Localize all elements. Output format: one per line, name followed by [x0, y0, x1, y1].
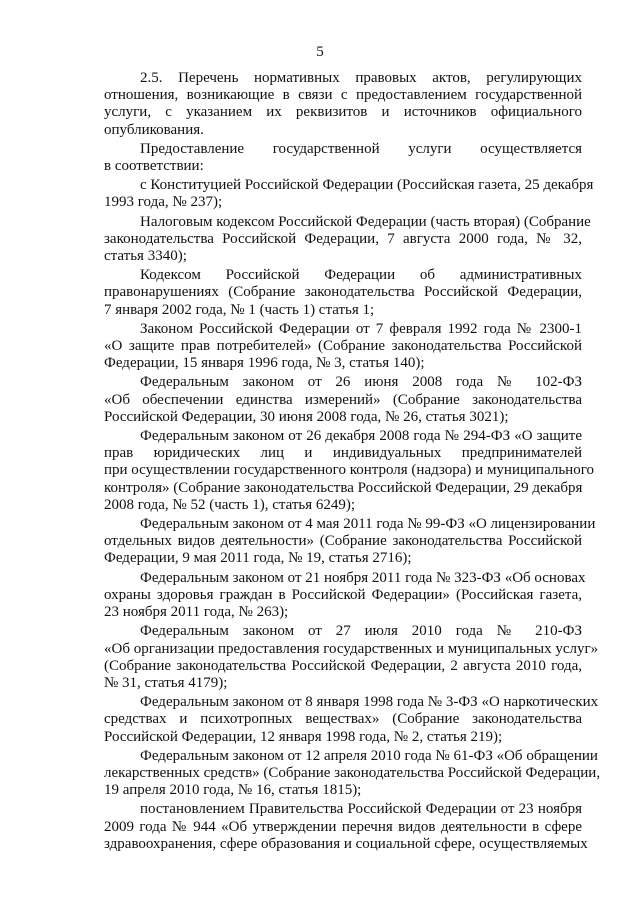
text-line: Кодексом Российской Федерации об административных — [140, 267, 582, 284]
text-line: Законом Российской Федерации от 7 февраля 1992 года № 2300-1 — [140, 320, 582, 337]
paragraph — [104, 801, 588, 853]
paragraph — [104, 516, 596, 568]
text-line: с Конституцией Российской Федерации (Российская газета, 25 декабря — [140, 177, 594, 194]
text-line: прав юридических лиц и индивидуальных предпринимателей — [104, 445, 582, 462]
paragraph — [104, 374, 582, 426]
paragraph — [104, 141, 582, 175]
text-line: контроля» (Собрание законодательства Российской Федерации, 29 декабря — [104, 479, 583, 496]
text-line: Федеральным законом от 26 декабря 2008 года № 294-ФЗ «О защите — [140, 428, 582, 445]
text-line: Федеральным законом от 8 января 1998 года № 3-ФЗ «О наркотических — [140, 694, 599, 711]
text-line: охраны здоровья граждан в Российской Федерации» (Российская газета, — [104, 586, 582, 603]
paragraph — [104, 694, 599, 746]
paragraph — [104, 267, 582, 319]
text-line: правонарушениях (Собрание законодательства Российской Федерации, — [104, 284, 582, 301]
text-line: услуги, с указанием их реквизитов и источников официального — [104, 104, 582, 121]
text-line: постановлением Правительства Российской Федерации от 23 ноября — [140, 801, 582, 818]
text-line: 19 апреля 2010 года, № 16, статья 1815); — [104, 782, 362, 799]
document-body — [104, 70, 601, 855]
paragraph — [104, 177, 594, 211]
text-line: Федеральным законом от 12 апреля 2010 года № 61-ФЗ «Об обращении — [140, 747, 598, 764]
text-line: 2.5. Перечень нормативных правовых актов, регулирующих — [140, 70, 582, 86]
text-line: «Об обеспечении единства измерений» (Собрание законодательства — [104, 391, 582, 408]
page-number: 5 — [316, 44, 324, 60]
text-line: 2009 года № 944 «Об утверждении перечня видов деятельности в сфере — [104, 818, 582, 835]
text-line: № 31, статья 4179); — [104, 674, 228, 691]
text-line: отношения, возникающие в связи с предоставлением государственной — [104, 87, 582, 104]
text-line: 2008 года, № 52 (часть 1), статья 6249); — [104, 496, 356, 513]
text-line: лекарственных средств» (Собрание законодательства Российской Федерации, — [104, 764, 601, 781]
text-line: Федеральным законом от 21 ноября 2011 года № 323-ФЗ «Об основах — [140, 569, 586, 586]
text-line: Налоговым кодексом Российской Федерации (часть вторая) (Собрание — [140, 213, 591, 230]
paragraph — [104, 321, 582, 373]
paragraph — [104, 747, 601, 800]
paragraph — [104, 213, 591, 266]
text-line: Российской Федерации, 12 января 1998 года, № 2, статья 219); — [104, 728, 503, 745]
text-line: «О защите прав потребителей» (Собрание законодательства Российской — [104, 338, 582, 355]
text-line: Предоставление государственной услуги осуществляется — [140, 140, 582, 157]
text-line: при осуществлении государственного контроля (надзора) и муниципального — [104, 462, 594, 479]
text-line: средствах и психотропных веществах» (Собрание законодательства — [104, 711, 582, 728]
text-line: отдельных видов деятельности» (Собрание законодательства Российской — [104, 533, 582, 550]
text-line: опубликования. — [104, 121, 204, 138]
text-line: здравоохранения, сфере образования и социальной сфере, осуществляемых — [104, 835, 588, 852]
text-line: Федеральным законом от 4 мая 2011 года № 99-ФЗ «О лицензировании — [140, 516, 596, 533]
paragraph — [104, 70, 582, 139]
text-line: (Собрание законодательства Российской Федерации, 2 августа 2010 года, — [104, 657, 582, 674]
text-line: 7 января 2002 года, № 1 (часть 1) статья 1; — [104, 301, 375, 318]
paragraph — [104, 623, 599, 692]
text-line: «Об организации предоставления государственных и муниципальных услуг» — [104, 640, 599, 657]
text-line: Федеральным законом от 26 июня 2008 года № 102-ФЗ — [140, 374, 582, 391]
text-line: Российской Федерации, 30 июня 2008 года, № 26, статья 3021); — [104, 408, 509, 425]
paragraph — [104, 569, 586, 622]
text-line: в соответствии: — [104, 158, 204, 175]
text-line: 1993 года, № 237); — [104, 194, 223, 211]
text-line: статья 3340); — [104, 248, 187, 265]
text-line: 23 ноября 2011 года, № 263); — [104, 604, 289, 621]
text-line: Федерации, 9 мая 2011 года, № 19, статья 2716); — [104, 550, 412, 567]
text-line: Федеральным законом от 27 июля 2010 года № 210-ФЗ — [140, 623, 582, 640]
paragraph — [104, 428, 594, 514]
text-line: Федерации, 15 января 1996 года, № 3, статья 140); — [104, 355, 425, 372]
text-line: законодательства Российской Федерации, 7 августа 2000 года, № 32, — [104, 230, 582, 247]
